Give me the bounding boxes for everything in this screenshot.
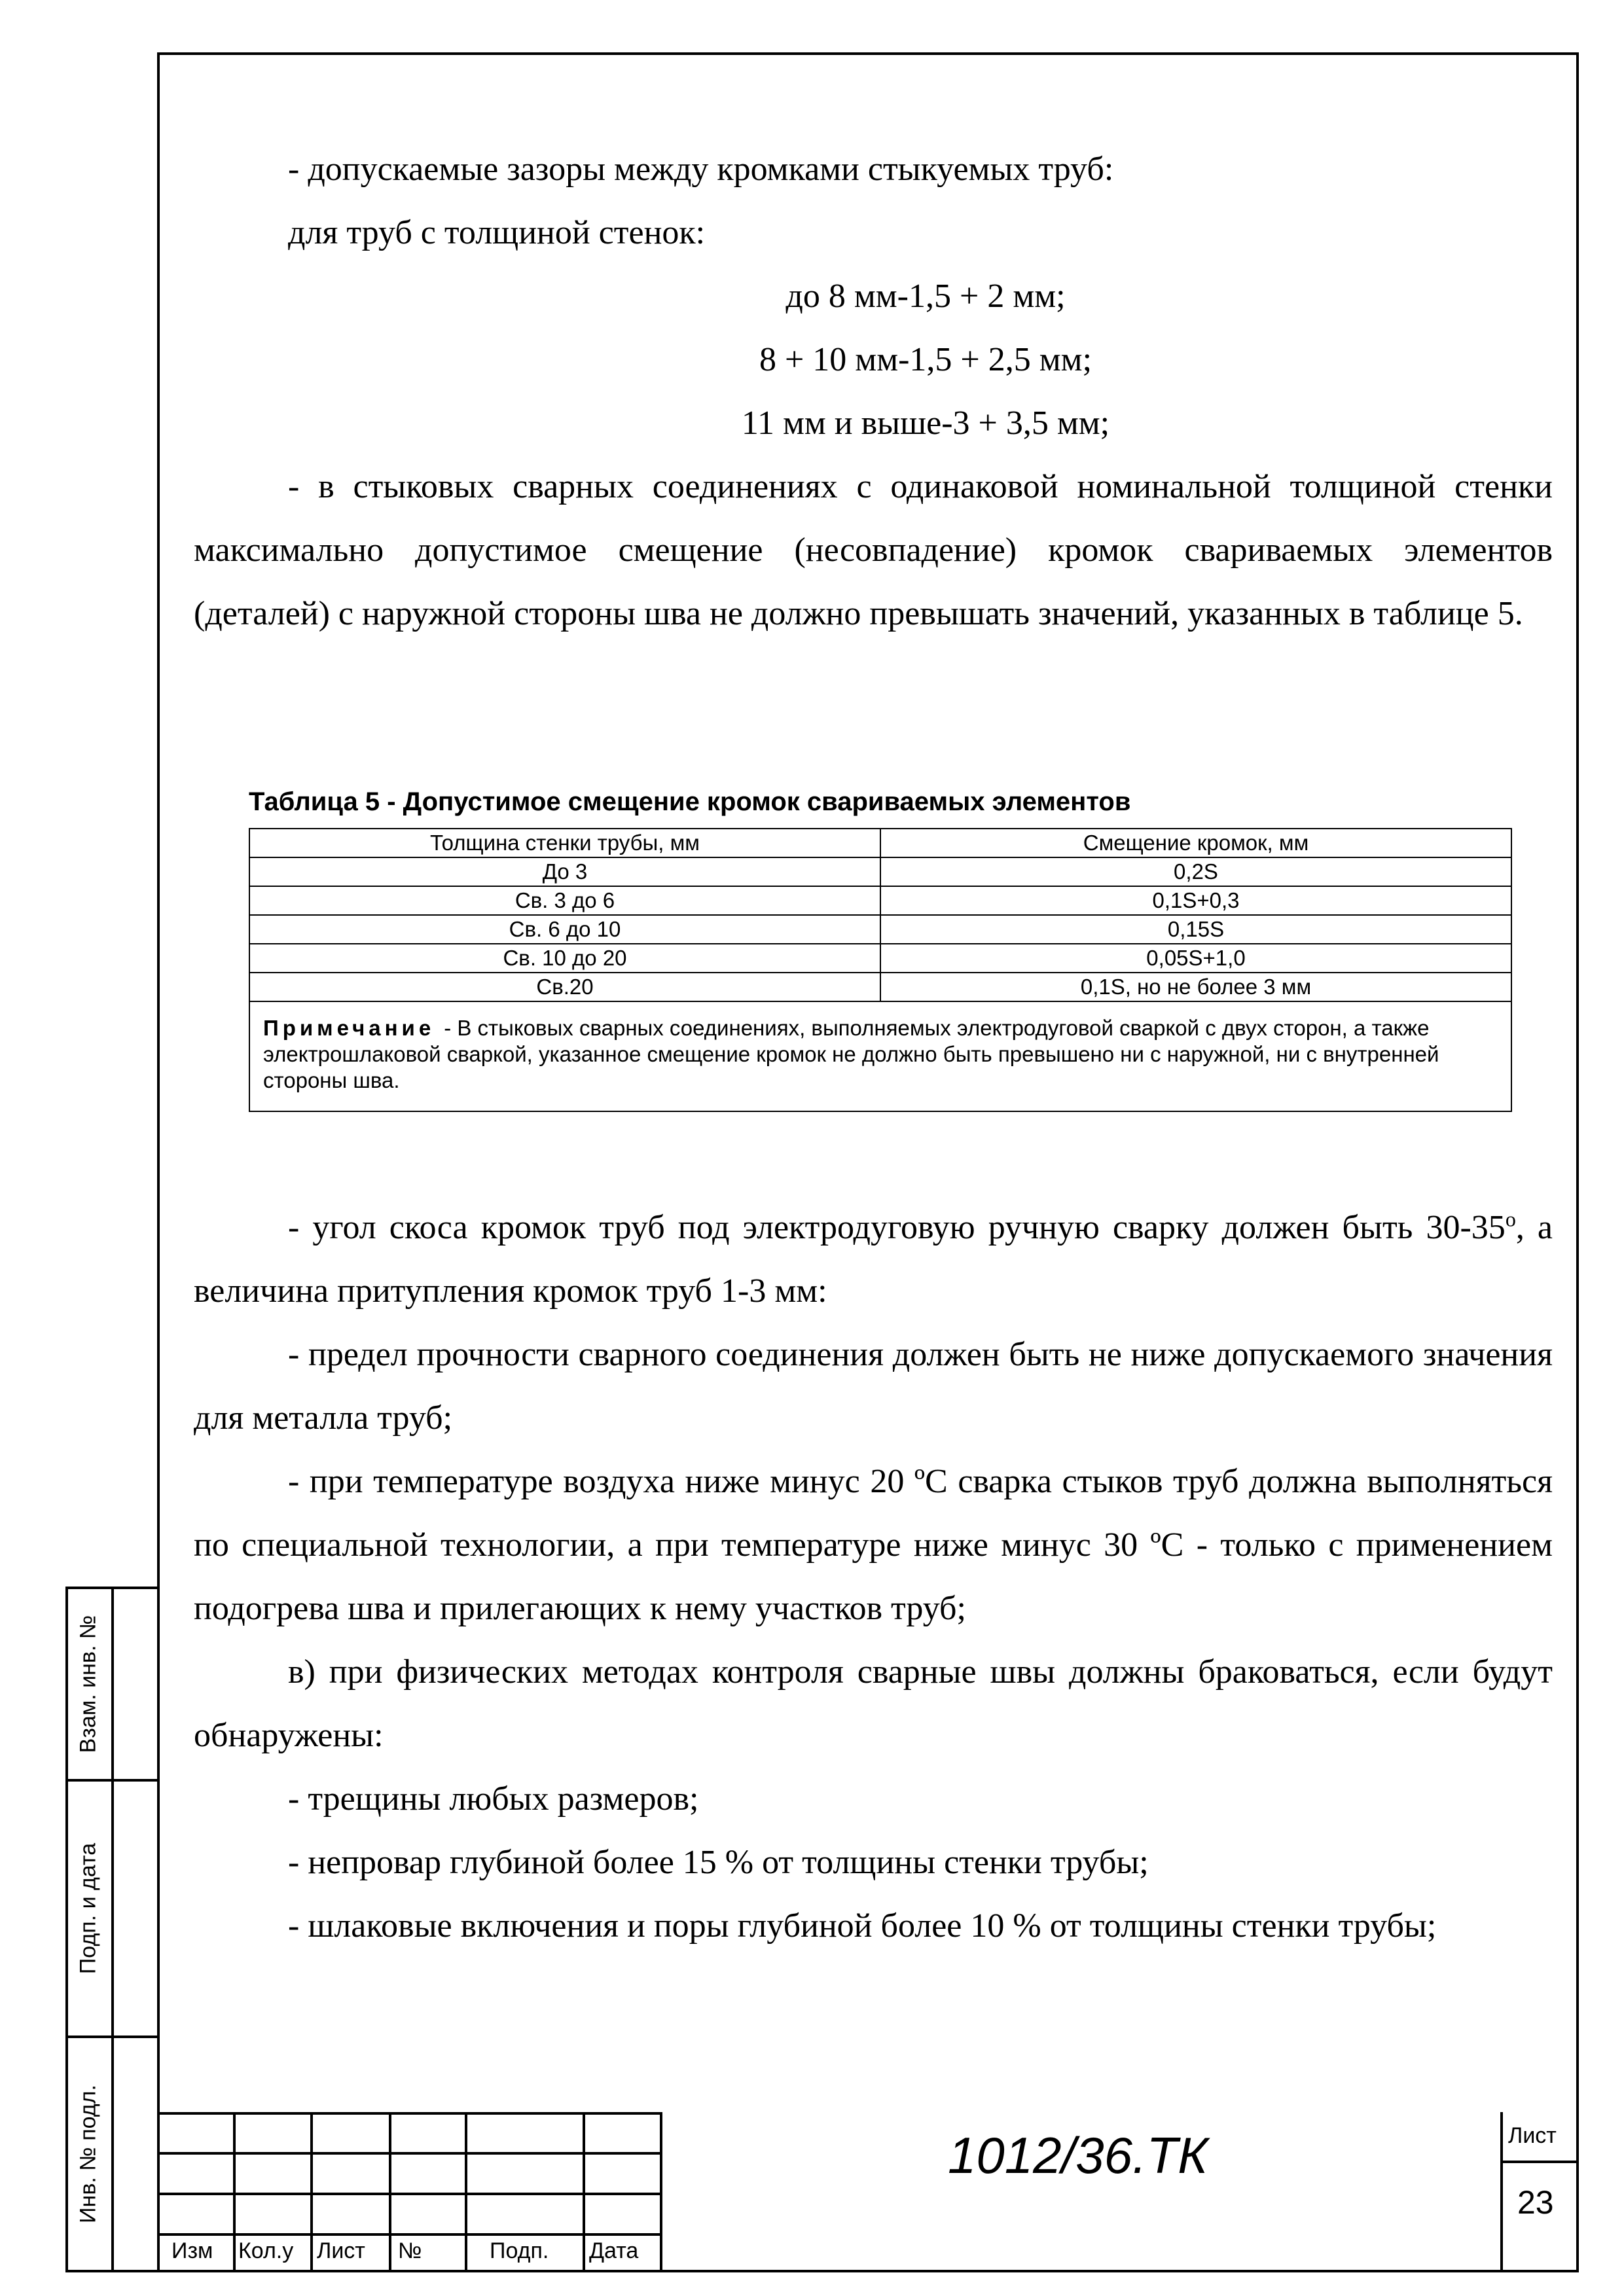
table-5 xyxy=(249,782,1512,1112)
paragraph xyxy=(194,1196,1553,1323)
paragraph: - допускаемые зазоры между кромками стыкуемых труб: xyxy=(288,151,1114,188)
table-note xyxy=(249,1001,1511,1111)
table-header-row xyxy=(249,829,1511,857)
col-podp: Подп. xyxy=(490,2238,549,2263)
table-title: Таблица 5 - Допустимое смещение кромок свариваемых элементов xyxy=(249,787,1131,816)
table-cell: Св.20 xyxy=(249,973,880,1001)
col-data: Дата xyxy=(589,2238,639,2263)
side-label-podp: Подп. и дата xyxy=(75,1842,101,1975)
paragraph: - при температуре воздуха ниже минус 20 ºС сварка стыков труб должна выполняться по специальной технологии, а при температуре ниже минус 30 ºС - только с применением подогрева шва и прилегающих к нему участков труб; xyxy=(194,1463,1553,1627)
title-block-divider xyxy=(389,2112,391,2272)
sheet-number: 23 xyxy=(1517,2184,1554,2221)
title-block-divider xyxy=(310,2112,313,2272)
side-label-vzam: Взам. инв. № xyxy=(75,1615,101,1753)
paragraph: в) при физических методах контроля сварные швы должны браковаться, если будут обнаружены: xyxy=(194,1653,1553,1754)
side-label-inv: Инв. № подл. xyxy=(75,2085,101,2223)
col-izm: Изм xyxy=(171,2238,213,2263)
table-cell: 0,05S+1,0 xyxy=(880,944,1511,973)
table-header: Толщина стенки трубы, мм xyxy=(249,829,880,857)
sheet-label: Лист xyxy=(1508,2123,1557,2148)
table-cell: 0,2S xyxy=(880,857,1511,886)
paragraph: - предел прочности сварного соединения должен быть не ниже допускаемого значения для металла труб; xyxy=(194,1336,1553,1437)
table-cell: 0,15S xyxy=(880,915,1511,944)
col-num: № xyxy=(398,2238,422,2263)
table-cell: 0,1S, но не более 3 мм xyxy=(880,973,1511,1001)
title-block-divider xyxy=(583,2112,585,2272)
table-header: Смещение кромок, мм xyxy=(880,829,1511,857)
table-row xyxy=(249,944,1511,973)
table-cell: Св. 3 до 6 xyxy=(249,886,880,915)
paragraph-centered: 8 + 10 мм-1,5 + 2,5 мм; xyxy=(759,341,1092,378)
side-stamp-line xyxy=(65,2270,157,2272)
paragraph: - шлаковые включения и поры глубиной более 10 % от толщины стенки трубы; xyxy=(288,1907,1437,1945)
note-label: Примечание xyxy=(263,1016,435,1040)
table-row xyxy=(249,886,1511,915)
col-list: Лист xyxy=(317,2238,365,2263)
paragraph: для труб с толщиной стенок: xyxy=(288,214,706,251)
title-block-divider xyxy=(465,2112,467,2272)
paragraph: - трещины любых размеров; xyxy=(288,1780,699,1818)
paragraph-centered: до 8 мм-1,5 + 2 мм; xyxy=(785,278,1066,315)
table-cell: До 3 xyxy=(249,857,880,886)
note-text: - В стыковых сварных соединениях, выполняемых электродуговой сваркой с двух сторон, а также электрошлаковой сваркой, указанное смещение кромок не должно быть превышено ни с наружной, ни с внутренней стороны шва. xyxy=(263,1016,1439,1092)
table-row xyxy=(249,915,1511,944)
tolerance-table xyxy=(249,828,1512,1112)
paragraph-centered: 11 мм и выше-3 + 3,5 мм; xyxy=(741,404,1110,442)
table-cell: 0,1S+0,3 xyxy=(880,886,1511,915)
paragraph: - непровар глубиной более 15 % от толщины стенки трубы; xyxy=(288,1844,1149,1881)
col-kolu: Кол.у xyxy=(238,2238,294,2263)
table-row xyxy=(249,857,1511,886)
side-stamp-divider xyxy=(111,1587,114,2272)
table-cell: Св. 10 до 20 xyxy=(249,944,880,973)
degree-mark: о xyxy=(1505,1207,1516,1231)
document-code: 1012/36.ТК xyxy=(948,2126,1208,2184)
title-block-divider xyxy=(233,2112,236,2272)
table-row xyxy=(249,973,1511,1001)
paragraph-part: , а величина притупления кромок труб 1-3 мм: xyxy=(194,1209,1553,1310)
table-note-row xyxy=(249,1001,1511,1111)
paragraph-part: - угол скоса кромок труб под электродуговую ручную сварку должен быть 30-35 xyxy=(288,1209,1506,1246)
paragraph: - в стыковых сварных соединениях с одинаковой номинальной толщиной стенки максимально допустимое смещение (несовпадение) кромок свариваемых элементов (деталей) с наружной стороны шва не должно превышать значений, указанных в таблице 5. xyxy=(194,468,1553,632)
document-body-continued xyxy=(194,1196,1553,1958)
table-cell: Св. 6 до 10 xyxy=(249,915,880,944)
title-block-divider xyxy=(660,2112,662,2272)
document-body xyxy=(194,137,1553,645)
title-block-divider xyxy=(1500,2112,1503,2272)
title-block-line xyxy=(1500,2161,1579,2163)
